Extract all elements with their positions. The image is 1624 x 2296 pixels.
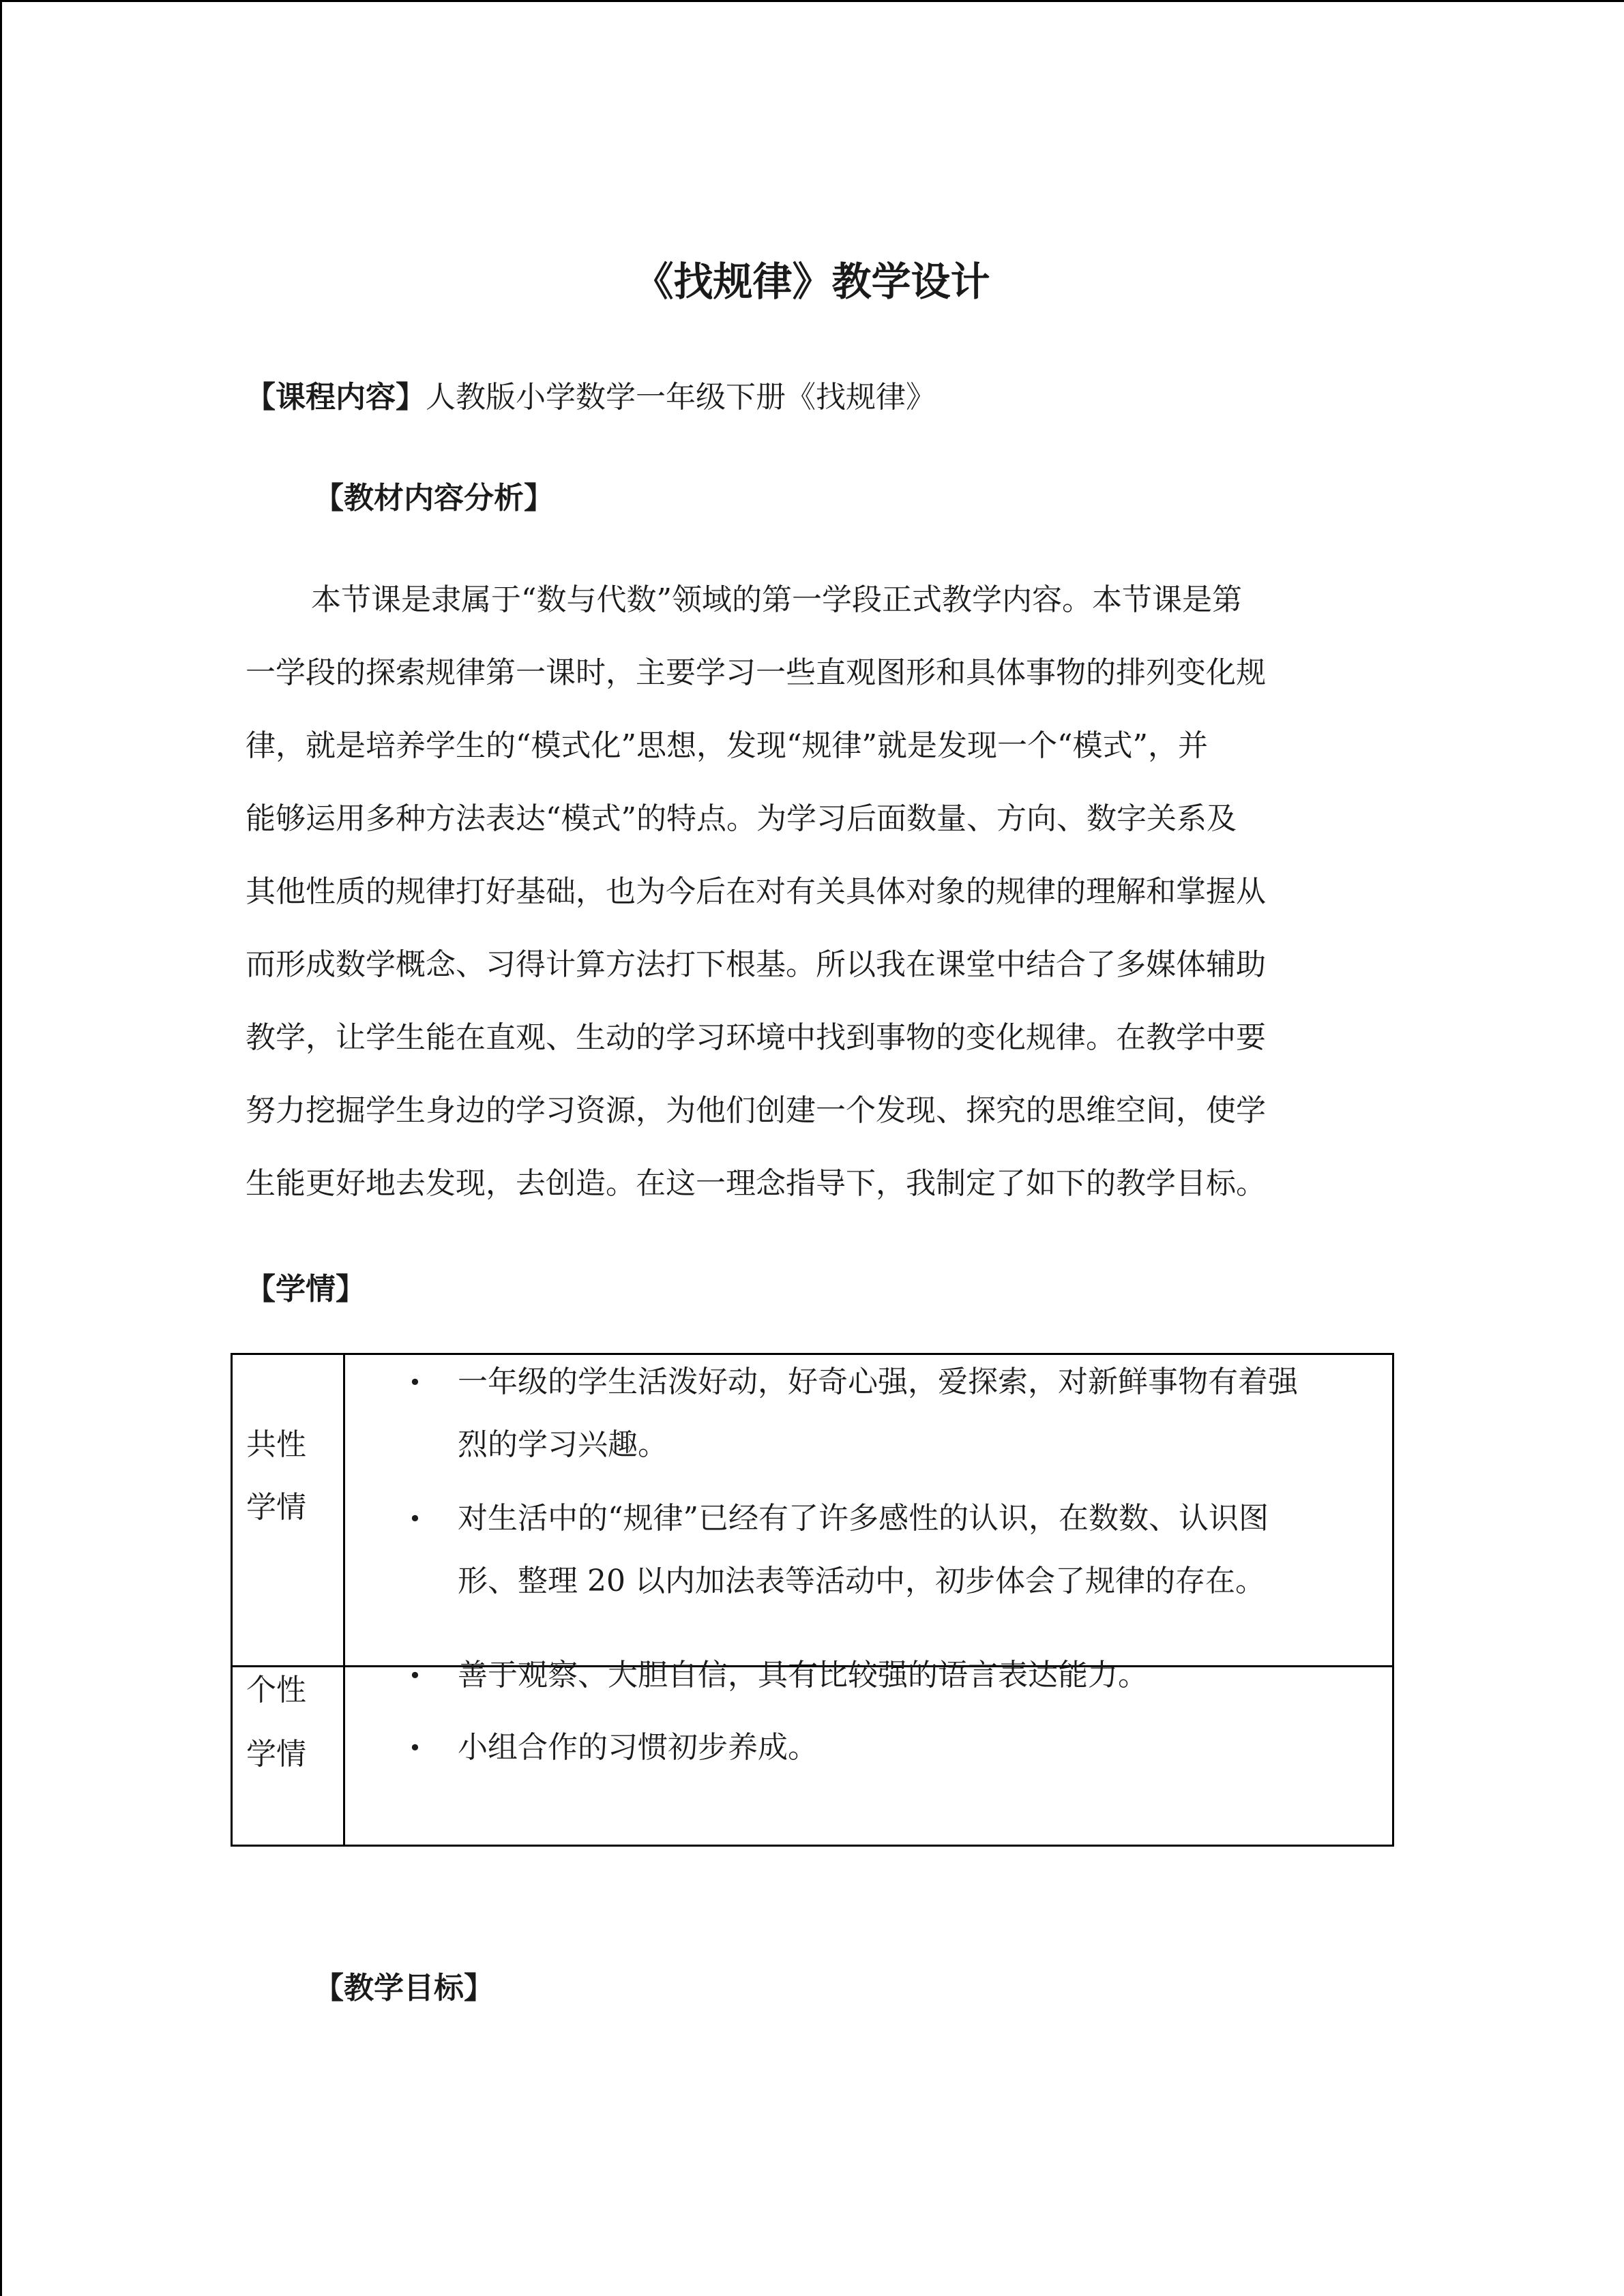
table-column-divider	[343, 1355, 345, 1845]
document-title: 《找规律》教学设计	[634, 258, 990, 305]
paragraph-line: 努力挖掘学生身边的学习资源，为他们创建一个发现、探究的思维空间，使学	[246, 1093, 1266, 1128]
textbook-analysis-heading: 【教材内容分析】	[314, 481, 554, 516]
course-content-label: 【课程内容】	[246, 380, 426, 415]
paragraph-line: 教学，让学生能在直观、生动的学习环境中找到事物的变化规律。在教学中要	[246, 1020, 1266, 1055]
individual-bullet-2: 小组合作的习惯初步养成。	[458, 1730, 818, 1765]
paragraph-line: 其他性质的规律打好基础，也为今后在对有关具体对象的规律的理解和掌握从	[246, 874, 1266, 909]
common-situation-label: 共性	[246, 1427, 306, 1462]
student-situation-heading: 【学情】	[246, 1272, 366, 1307]
common-bullet-1-line-1: 一年级的学生活泼好动，好奇心强，爱探索，对新鲜事物有着强	[458, 1365, 1298, 1399]
teaching-goals-heading: 【教学目标】	[314, 1971, 494, 2006]
paragraph-line: 而形成数学概念、习得计算方法打下根基。所以我在课堂中结合了多媒体辅助	[246, 947, 1266, 982]
paragraph-line: 一学段的探索规律第一课时，主要学习一些直观图形和具体事物的排列变化规	[246, 655, 1266, 690]
page-left-border	[0, 0, 2, 2296]
individual-bullet-1: 善于观察、大胆自信，具有比较强的语言表达能力。	[458, 1658, 1148, 1693]
common-bullet-2-line-2: 形、整理 20 以内加法表等活动中，初步体会了规律的存在。	[458, 1564, 1265, 1598]
common-situation-label: 学情	[246, 1490, 306, 1525]
bullet-icon: •	[409, 1506, 422, 1532]
bullet-icon: •	[409, 1663, 422, 1688]
course-content-value: 人教版小学数学一年级下册《找规律》	[426, 380, 936, 415]
common-bullet-1-line-2: 烈的学习兴趣。	[458, 1427, 668, 1462]
page-top-border	[0, 0, 1624, 2]
bullet-icon: •	[409, 1369, 422, 1395]
paragraph-line: 本节课是隶属于“数与代数”领域的第一学段正式教学内容。本节课是第	[311, 582, 1242, 617]
individual-situation-label: 学情	[246, 1737, 306, 1772]
paragraph-line: 生能更好地去发现，去创造。在这一理念指导下，我制定了如下的教学目标。	[246, 1166, 1266, 1201]
student-situation-table	[231, 1353, 1394, 1847]
paragraph-line: 律，就是培养学生的“模式化”思想，发现“规律”就是发现一个“模式”，并	[246, 728, 1208, 763]
course-content-line	[246, 377, 936, 418]
common-bullet-2-line-1: 对生活中的“规律”已经有了许多感性的认识，在数数、认识图	[458, 1501, 1269, 1536]
individual-situation-label: 个性	[246, 1673, 306, 1708]
paragraph-line: 能够运用多种方法表达“模式”的特点。为学习后面数量、方向、数字关系及	[246, 801, 1237, 836]
bullet-icon: •	[409, 1735, 422, 1761]
